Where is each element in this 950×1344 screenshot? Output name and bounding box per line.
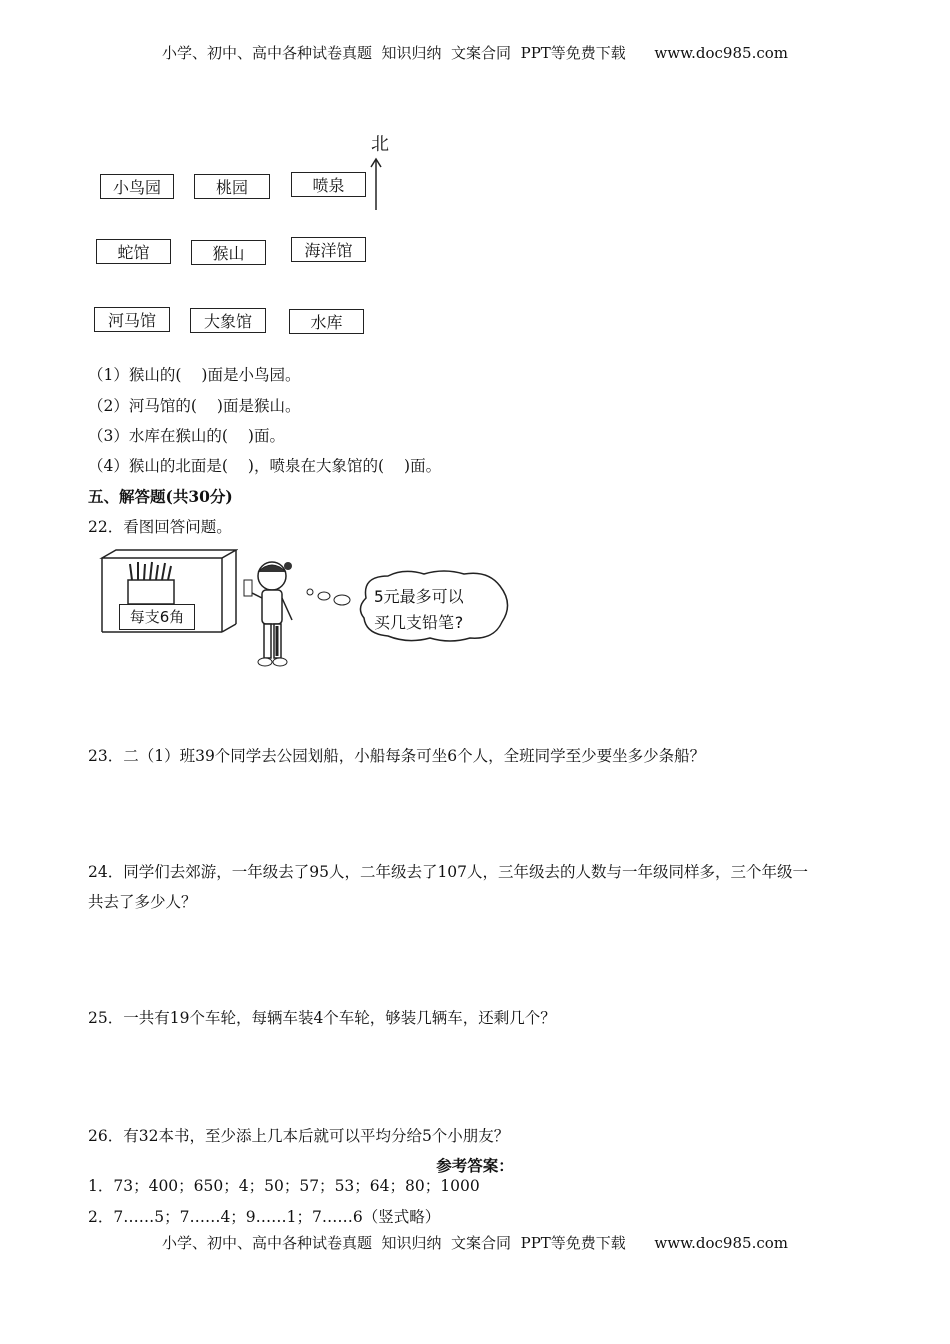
map-box-peach-garden: 桃园 xyxy=(194,174,270,199)
page-footer: 小学、初中、高中各种试卷真题 知识归纳 文案合同 PPT等免费下载 www.doc985.com xyxy=(161,1234,788,1252)
map-box-fountain: 喷泉 xyxy=(291,172,366,197)
north-arrow-icon xyxy=(366,156,386,212)
answer-2: 2．7……5；7……4；9……1；7……6（竖式略） xyxy=(88,1208,441,1226)
question-4: （4）猴山的北面是( )，喷泉在大象馆的( )面。 xyxy=(88,457,442,475)
map-box-snake-house: 蛇馆 xyxy=(96,239,171,264)
map-box-aquarium: 海洋馆 xyxy=(291,237,366,262)
question-26: 26．有32本书，至少添上几本后就可以平均分给5个小朋友？ xyxy=(88,1127,510,1145)
question-23: 23．二（1）班39个同学去公园划船，小船每条可坐6个人，全班同学至少要坐多少条船？ xyxy=(88,747,706,765)
map-box-hippo-house: 河马馆 xyxy=(94,307,170,332)
question-24-line-1: 24．同学们去郊游，一年级去了95人，二年级去了107人，三年级去的人数与一年级同样多，三个年级一 xyxy=(88,863,809,881)
question-24-line-2: 共去了多少人？ xyxy=(88,893,197,911)
question-2: （2）河马馆的( )面是猴山。 xyxy=(88,397,301,415)
question-1: （1）猴山的( )面是小鸟园。 xyxy=(88,366,301,384)
map-box-bird-garden: 小鸟园 xyxy=(100,174,174,199)
answers-title: 参考答案： xyxy=(436,1156,514,1175)
north-label: 北 xyxy=(371,134,389,155)
map-box-monkey-hill: 猴山 xyxy=(191,240,266,265)
question-22: 22．看图回答问题。 xyxy=(88,518,232,536)
section-title: 五、解答题(共30分) xyxy=(88,487,233,506)
question-25: 25．一共有19个车轮，每辆车装4个车轮，够装几辆车，还剩几个？ xyxy=(88,1009,556,1027)
map-box-elephant-house: 大象馆 xyxy=(190,308,266,333)
girl-illustration xyxy=(236,554,306,670)
page-header: 小学、初中、高中各种试卷真题 知识归纳 文案合同 PPT等免费下载 www.doc985.com xyxy=(161,44,788,62)
bubble-line-1: 5元最多可以 xyxy=(374,587,464,606)
question-3: （3）水库在猴山的( )面。 xyxy=(88,427,285,445)
answer-1: 1．73；400；650；4；50；57；53；64；80；1000 xyxy=(88,1177,480,1195)
map-box-reservoir: 水库 xyxy=(289,309,364,334)
bubble-line-2: 买几支铅笔? xyxy=(374,613,464,632)
price-sign: 每支6角 xyxy=(119,604,195,630)
